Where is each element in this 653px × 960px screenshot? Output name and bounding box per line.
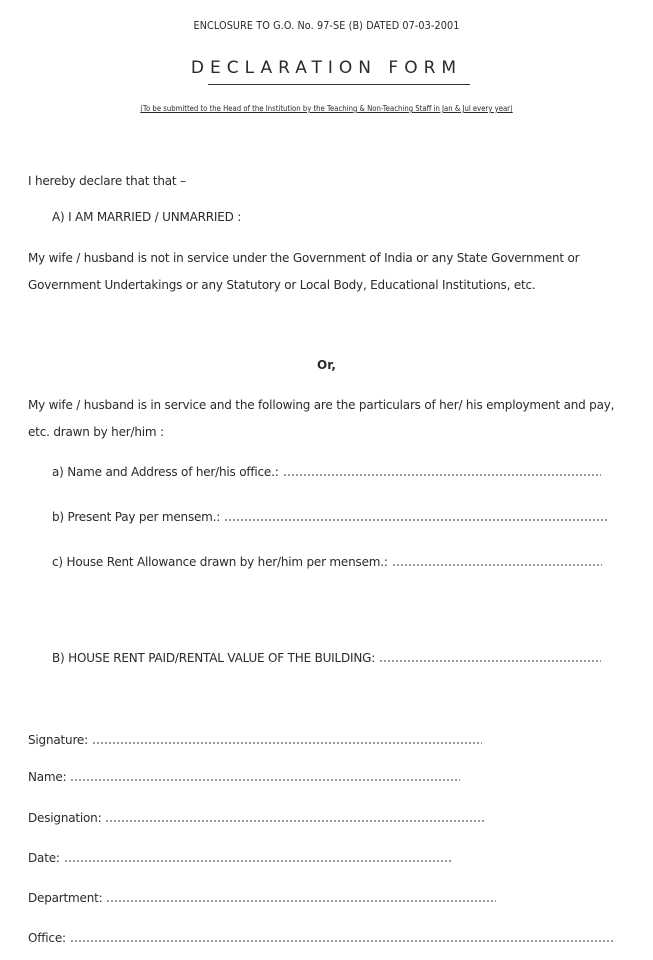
hra-blank[interactable] xyxy=(392,564,602,566)
hra-label: c) House Rent Allowance drawn by her/him per mensem.: xyxy=(52,555,388,569)
designation-label: Designation: xyxy=(28,811,102,825)
office-row xyxy=(28,931,615,945)
or-separator: Or, xyxy=(317,358,336,372)
submission-instruction: (To be submitted to the Head of the Institution by the Teaching & Non-Teaching Staff in Jan & Jul every year) xyxy=(140,104,513,113)
department-row xyxy=(28,891,496,905)
house-rent-label: B) HOUSE RENT PAID/RENTAL VALUE OF THE BUILDING: xyxy=(52,651,376,665)
date-row xyxy=(28,851,452,865)
in-service-line-2: etc. drawn by her/him : xyxy=(28,425,164,439)
designation-blank[interactable] xyxy=(105,820,485,822)
office-label: Office: xyxy=(28,931,66,945)
enclosure-reference: ENCLOSURE TO G.O. No. 97-SE (B) DATED 07-03-2001 xyxy=(193,20,460,32)
house-rent-row xyxy=(52,651,601,665)
title-underline xyxy=(208,84,470,85)
signature-label: Signature: xyxy=(28,733,88,747)
name-row xyxy=(28,770,460,784)
form-title: DECLARATION FORM xyxy=(190,58,463,78)
in-service-line-1: My wife / husband is in service and the following are the particulars of her/ his employment and pay, xyxy=(28,398,615,412)
department-blank[interactable] xyxy=(106,900,496,902)
present-pay-label: b) Present Pay per mensem.: xyxy=(52,510,221,524)
designation-row xyxy=(28,811,485,825)
hra-row xyxy=(52,555,602,569)
present-pay-row xyxy=(52,510,609,524)
office-address-blank[interactable] xyxy=(283,474,601,476)
date-label: Date: xyxy=(28,851,60,865)
marital-status-item: A) I AM MARRIED / UNMARRIED : xyxy=(52,210,242,224)
present-pay-blank[interactable] xyxy=(224,519,609,521)
not-in-service-line-2: Government Undertakings or any Statutory or Local Body, Educational Institutions, etc. xyxy=(28,278,536,292)
signature-blank[interactable] xyxy=(92,742,482,744)
name-blank[interactable] xyxy=(70,779,460,781)
declaration-intro: I hereby declare that that – xyxy=(28,174,186,188)
house-rent-blank[interactable] xyxy=(379,660,601,662)
office-blank[interactable] xyxy=(70,940,615,942)
name-label: Name: xyxy=(28,770,67,784)
not-in-service-line-1: My wife / husband is not in service under the Government of India or any State Government or xyxy=(28,251,580,265)
date-blank[interactable] xyxy=(64,860,452,862)
office-address-label: a) Name and Address of her/his office.: xyxy=(52,465,279,479)
signature-row xyxy=(28,733,482,747)
department-label: Department: xyxy=(28,891,103,905)
office-address-row xyxy=(52,465,601,479)
